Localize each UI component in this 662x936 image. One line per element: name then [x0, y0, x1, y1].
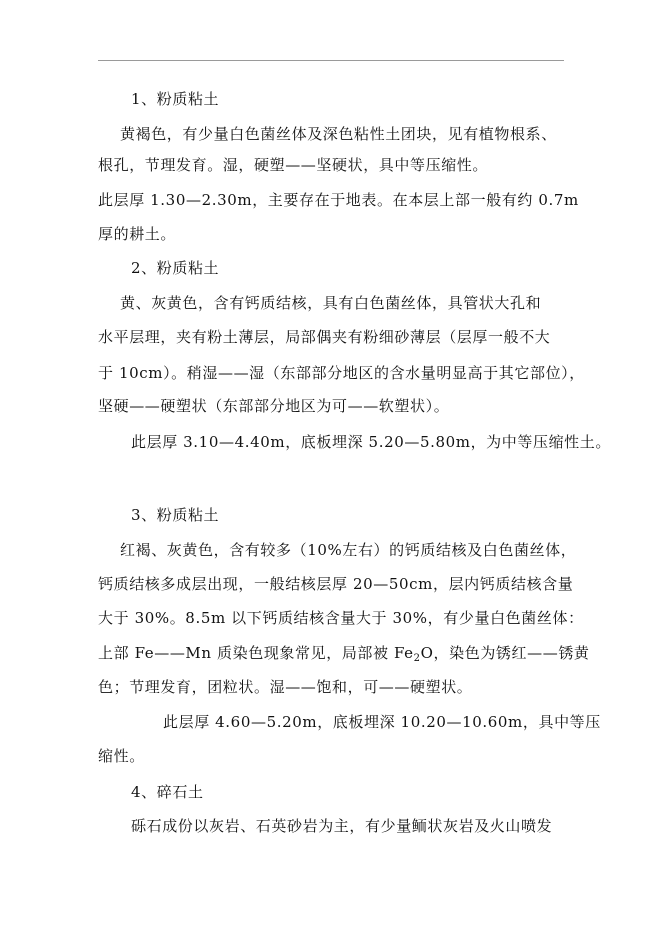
section-4-heading: 4、碎石土	[131, 783, 204, 801]
section-3-line-7: 缩性。	[98, 747, 145, 765]
section-2-line-4: 坚硬——硬塑状（东部部分地区为可——软塑状）。	[98, 397, 450, 415]
section-3-line-4-part-a: 上部 Fe——Mn 质染色现象常见，局部被 Fe	[98, 644, 414, 662]
section-4-line-1: 砾石成份以灰岩、石英砂岩为主，有少量鲕状灰岩及火山喷发	[131, 817, 553, 835]
section-3-heading: 3、粉质粘土	[131, 506, 220, 524]
section-2-line-1: 黄、灰黄色，含有钙质结核，具有白色菌丝体，具管状大孔和	[120, 294, 542, 312]
section-1-line-3: 此层厚 1.30—2.30m，主要存在于地表。在本层上部一般有约 0.7m	[98, 191, 579, 209]
section-3-line-4	[98, 643, 590, 663]
section-1-line-2: 根孔，节理发育。湿，硬塑——坚硬状，具中等压缩性。	[98, 156, 489, 174]
section-1-heading: 1、粉质粘土	[131, 90, 220, 108]
section-2-line-3: 于 10cm）。稍湿——湿（东部部分地区的含水量明显高于其它部位），	[98, 364, 585, 382]
section-3-line-4-part-b: O，染色为锈红——锈黄	[420, 644, 590, 662]
section-3-line-6: 此层厚 4.60—5.20m，底板埋深 10.20—10.60m，具中等压	[163, 713, 601, 731]
section-2-line-2: 水平层理，夹有粉土薄层，局部偶夹有粉细砂薄层（层厚一般不大	[98, 328, 551, 346]
section-3-line-1: 红褐、灰黄色，含有较多（10%左右）的钙质结核及白色菌丝体，	[120, 541, 577, 559]
section-2-heading: 2、粉质粘土	[131, 259, 220, 277]
section-3-line-5: 色；节理发育，团粒状。湿——饱和，可——硬塑状。	[98, 678, 473, 696]
section-3-subscript: 2	[413, 653, 421, 664]
section-1-line-1: 黄褐色，有少量白色菌丝体及深色粘性土团块，见有植物根系、	[120, 125, 557, 143]
section-1-line-4: 厚的耕土。	[98, 225, 177, 243]
section-3-line-2: 钙质结核多成层出现，一般结核层厚 20—50cm，层内钙质结核含量	[98, 575, 574, 593]
section-3-line-3: 大于 30%。8.5m 以下钙质结核含量大于 30%，有少量白色菌丝体：	[98, 609, 584, 627]
section-2-line-5: 此层厚 3.10—4.40m，底板埋深 5.20—5.80m，为中等压缩性土。	[131, 433, 611, 451]
header-rule	[98, 60, 564, 61]
